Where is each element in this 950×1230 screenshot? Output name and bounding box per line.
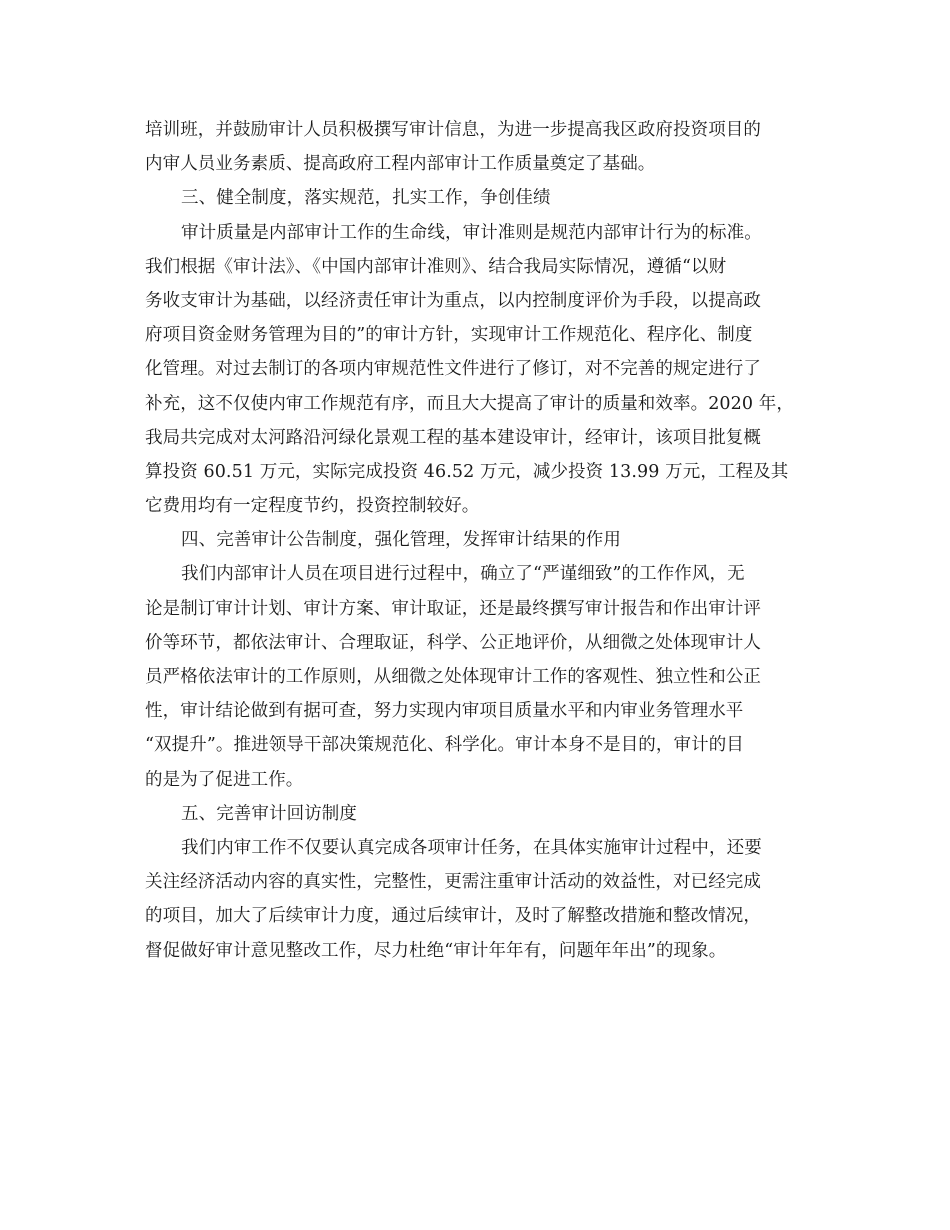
text-line: 内审人员业务素质、提高政府工程内部审计工作质量奠定了基础。	[145, 154, 656, 175]
document-body	[145, 113, 810, 968]
text-line: 我局共完成对太河路沿河绿化景观工程的基本建设审计，经审计，该项目批复概	[145, 427, 761, 448]
text-line: 员严格依法审计的工作原则，从细微之处体现审计工作的客观性、独立性和公正	[145, 667, 761, 687]
text-line: 府项目资金财务管理为目的”的审计方针，实现审计工作规范化、程序化、制度	[145, 325, 753, 346]
text-line: 我们内审工作不仅要认真完成各项审计任务，在具体实施审计过程中，还要	[181, 837, 762, 858]
text-line: 的项目，加大了后续审计力度，通过后续审计，及时了解整改措施和整改情况，	[145, 906, 761, 927]
text-line: 务收支审计为基础，以经济责任审计为重点，以内控制度评价为手段，以提高政	[145, 290, 761, 311]
text-line: 价等环节，都依法审计、合理取证，科学、公正地评价，从细微之处体现审计人	[145, 632, 761, 653]
text-line: 五、完善审计回访制度	[181, 803, 357, 824]
text-line: 我们根据《审计法》、《中国内部审计准则》、结合我局实际情况，遵循“以财	[145, 256, 727, 277]
text-line: 算投资 60.51 万元，实际完成投资 46.52 万元，减少投资 13.99 万元，工程及其	[145, 461, 789, 482]
text-line: “双提升”。推进领导干部决策规范化、科学化。审计本身不是目的，审计的目	[145, 735, 744, 756]
text-line: 补充，这不仅使内审工作规范有序，而且大大提高了审计的质量和效率。2020 年，	[145, 393, 794, 414]
text-line: 培训班，并鼓励审计人员积极撰写审计信息，为进一步提高我区政府投资项目的	[145, 120, 761, 140]
text-line: 论是制订审计计划、审计方案、审计取证，还是最终撰写审计报告和作出审计评	[145, 598, 761, 619]
text-line: 的是为了促进工作。	[145, 769, 304, 790]
text-line: 督促做好审计意见整改工作，尽力杜绝“审计年年有，问题年年出”的现象。	[145, 940, 727, 961]
text-line: 它费用均有一定程度节约，投资控制较好。	[145, 496, 480, 517]
text-line: 性，审计结论做到有据可查，努力实现内审项目质量水平和内审业务管理水平	[145, 701, 744, 722]
text-line: 化管理。对过去制订的各项内审规范性文件进行了修订，对不完善的规定进行了	[145, 359, 761, 380]
text-line: 我们内部审计人员在项目进行过程中，确立了“严谨细致”的工作作风，无	[181, 564, 745, 585]
text-line: 关注经济活动内容的真实性，完整性，更需注重审计活动的效益性，对已经完成	[145, 872, 761, 893]
text-line: 三、健全制度，落实规范，扎实工作，争创佳绩	[181, 188, 551, 209]
text-line: 四、完善审计公告制度，强化管理，发挥审计结果的作用	[181, 530, 621, 551]
text-line: 审计质量是内部审计工作的生命线，审计准则是规范内部审计行为的标准。	[181, 222, 762, 243]
